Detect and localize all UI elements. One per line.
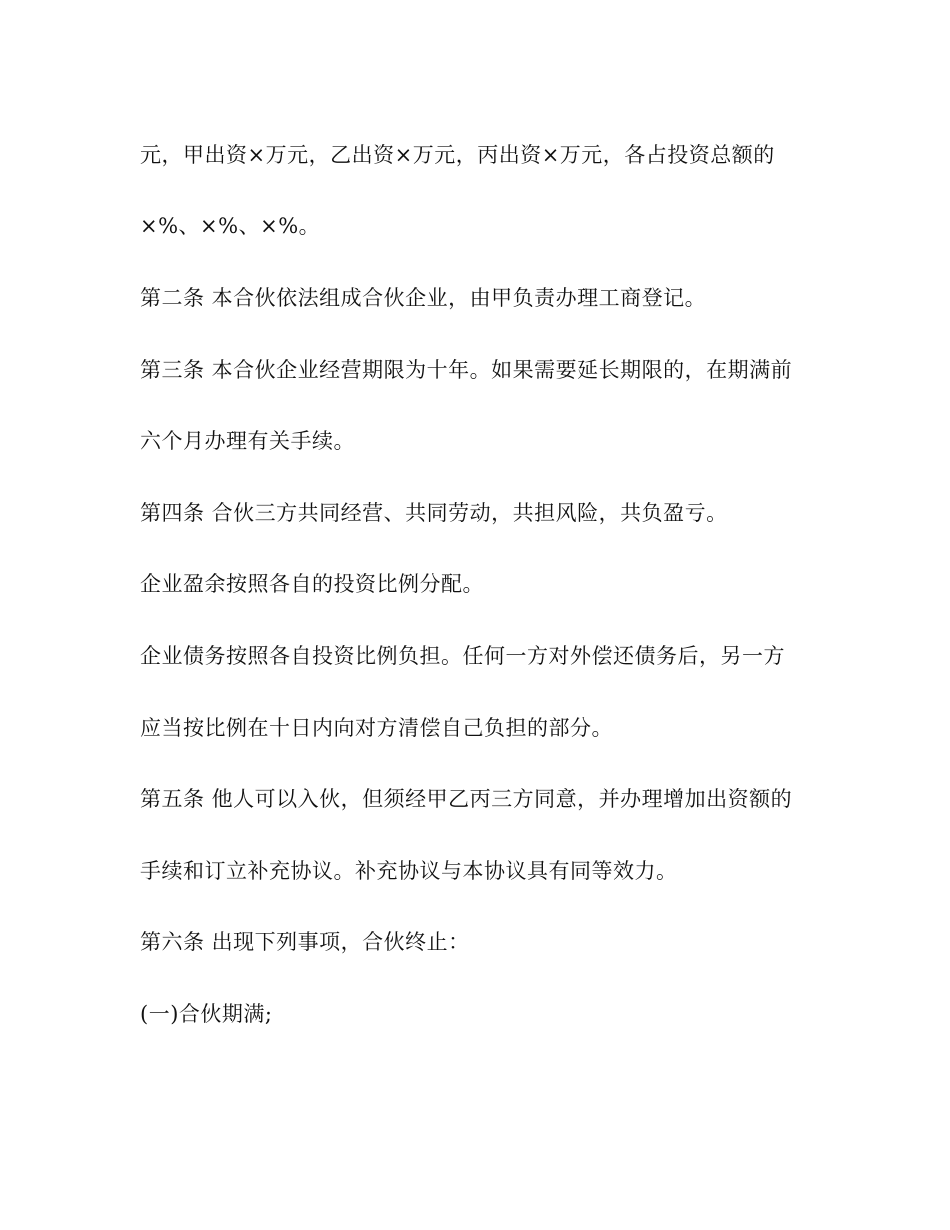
paragraph-line: 手续和订立补充协议。补充协议与本协议具有同等效力。 [140, 859, 678, 883]
paragraph-line: 应当按比例在十日内向对方清偿自己负担的部分。 [140, 716, 613, 740]
list-item-1: (一)合伙期满; [140, 1002, 273, 1026]
paragraph-line: 企业债务按照各自投资比例负担。任何一方对外偿还债务后，另一方 [140, 644, 785, 668]
paragraph-line: 企业盈余按照各自的投资比例分配。 [140, 572, 484, 596]
article-5-line: 第五条 他人可以入伙，但须经甲乙丙三方同意，并办理增加出资额的 [140, 787, 793, 811]
article-6-line: 第六条 出现下列事项，合伙终止： [140, 930, 470, 954]
article-4-line: 第四条 合伙三方共同经营、共同劳动，共担风险，共负盈亏。 [140, 501, 728, 525]
paragraph-line: 六个月办理有关手续。 [140, 429, 355, 453]
article-3-line: 第三条 本合伙企业经营期限为十年。如果需要延长期限的，在期满前 [140, 358, 793, 382]
paragraph-line: 元，甲出资×万元，乙出资×万元，丙出资×万元，各占投资总额的 [140, 143, 775, 167]
paragraph-line: ×%、×%、×%。 [140, 214, 321, 238]
article-2-line: 第二条 本合伙依法组成合伙企业，由甲负责办理工商登记。 [140, 286, 707, 310]
